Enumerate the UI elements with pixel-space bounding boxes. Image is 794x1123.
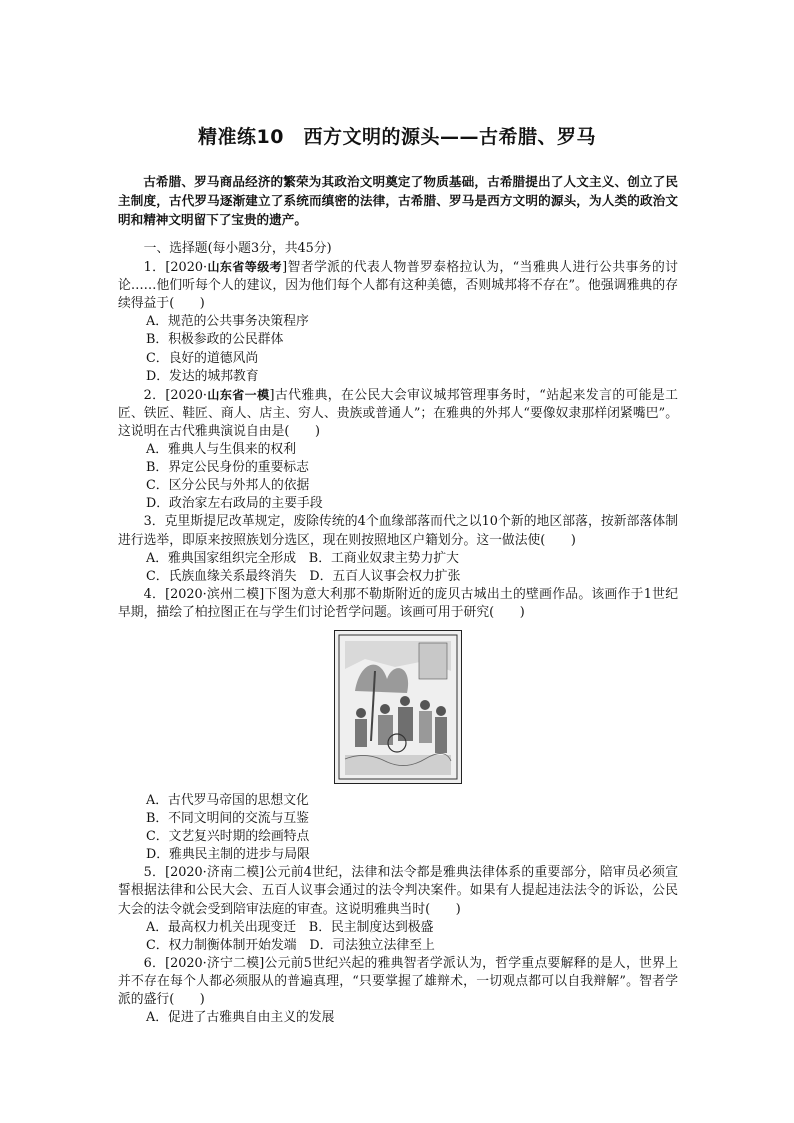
question-6-stem: 6．[2020·济宁二模]公元前5世纪兴起的雅典智者学派认为，哲学重点要解释的是人，世界上并不存在每个人都必须服从的普遍真理，“只要掌握了雄辩术，一切观点都可以自我辩解”。智者学派的盛行( ) bbox=[118, 955, 678, 1007]
pompeii-fresco-image bbox=[334, 630, 462, 784]
question-5-stem: 5．[2020·济南二模]公元前4世纪，法律和法令都是雅典法律体系的重要部分，陪审员必须宣誓根据法律和公民大会、五百人议事会通过的法令判决案件。如果有人提起违法法令的诉讼，公民大会的法令就会受到陪审法庭的审查。这说明雅典当时( ) bbox=[118, 865, 678, 917]
question-4-option-d: D．雅典民主制的进步与局限 bbox=[146, 847, 310, 863]
question-2-option-d: D．政治家左右政局的主要手段 bbox=[146, 496, 323, 512]
question-3-options-cd: C．氏族血缘关系最终消失 D．五百人议事会权力扩张 bbox=[146, 568, 461, 584]
question-3-options-ab: A．雅典国家组织完全形成 B．工商业奴隶主势力扩大 bbox=[146, 550, 459, 566]
question-1-source-tag: 山东省等级考 bbox=[207, 260, 283, 275]
question-4-option-b: B．不同文明间的交流与互鉴 bbox=[146, 811, 309, 827]
question-2-source-tag: 山东省一模 bbox=[207, 387, 270, 402]
fresco-figure-wrap bbox=[118, 630, 678, 784]
question-2-stem: 2．[2020·山东省一模]古代雅典，在公民大会审议城邦管理事务时，“站起来发言的可能是工匠、铁匠、鞋匠、商人、店主、穷人、贵族或普通人”；在雅典的外邦人“要像奴隶那样闭紧嘴巴”。这说明在古代雅典演说自由是( ) bbox=[118, 387, 678, 439]
question-5-options-cd: C．权力制衡体制开始发端 D．司法独立法律至上 bbox=[146, 937, 435, 953]
question-1-option-a: A．规范的公共事务决策程序 bbox=[146, 314, 309, 330]
question-4-option-a: A．古代罗马帝国的思想文化 bbox=[146, 792, 309, 808]
intro-paragraph: 古希腊、罗马商品经济的繁荣为其政治文明奠定了物质基础，古希腊提出了人文主义、创立了民主制度，古代罗马逐渐建立了系统而缜密的法律，古希腊、罗马是西方文明的源头，为人类的政治文明和精神文明留下了宝贵的遗产。 bbox=[118, 174, 678, 227]
question-1-option-c: C．良好的道德风尚 bbox=[146, 350, 259, 366]
question-1-option-d: D．发达的城邦教育 bbox=[146, 368, 259, 384]
question-4-stem: 4．[2020·滨州二模]下图为意大利那不勒斯附近的庞贝古城出土的壁画作品。该画作于1世纪早期，描绘了柏拉图正在与学生们讨论哲学问题。该画可用于研究( ) bbox=[118, 586, 678, 620]
question-6-option-a: A．促进了古雅典自由主义的发展 bbox=[146, 1010, 335, 1026]
question-2-option-c: C．区分公民与外邦人的依据 bbox=[146, 478, 310, 494]
section-heading: 一、选择题(每小题3分，共45分) bbox=[143, 241, 332, 256]
question-1-stem: 1．[2020·山东省等级考]智者学派的代表人物普罗泰格拉认为，“当雅典人进行公共事务的讨论……他们听每个人的建议，因为他们每个人都有这种美德，否则城邦将不存在”。他强调雅典的存续得益于( ) bbox=[118, 260, 678, 312]
question-3-stem: 3．克里斯提尼改革规定，废除传统的4个血缘部落而代之以10个新的地区部落，按新部落体制进行选举，即原来按照族划分选区，现在则按照地区户籍划分。这一做法使( ) bbox=[118, 514, 678, 548]
questions-body bbox=[118, 240, 678, 1027]
question-5-options-ab: A．最高权力机关出现变迁 B．民主制度达到极盛 bbox=[146, 919, 434, 935]
question-1-option-b: B．积极参政的公民群体 bbox=[146, 332, 284, 348]
question-2-option-b: B．界定公民身份的重要标志 bbox=[146, 460, 309, 476]
question-2-option-a: A．雅典人与生俱来的权利 bbox=[146, 442, 297, 458]
question-4-option-c: C．文艺复兴时期的绘画特点 bbox=[146, 829, 310, 845]
page-title: 精准练10 西方文明的源头——古希腊、罗马 bbox=[198, 126, 596, 148]
